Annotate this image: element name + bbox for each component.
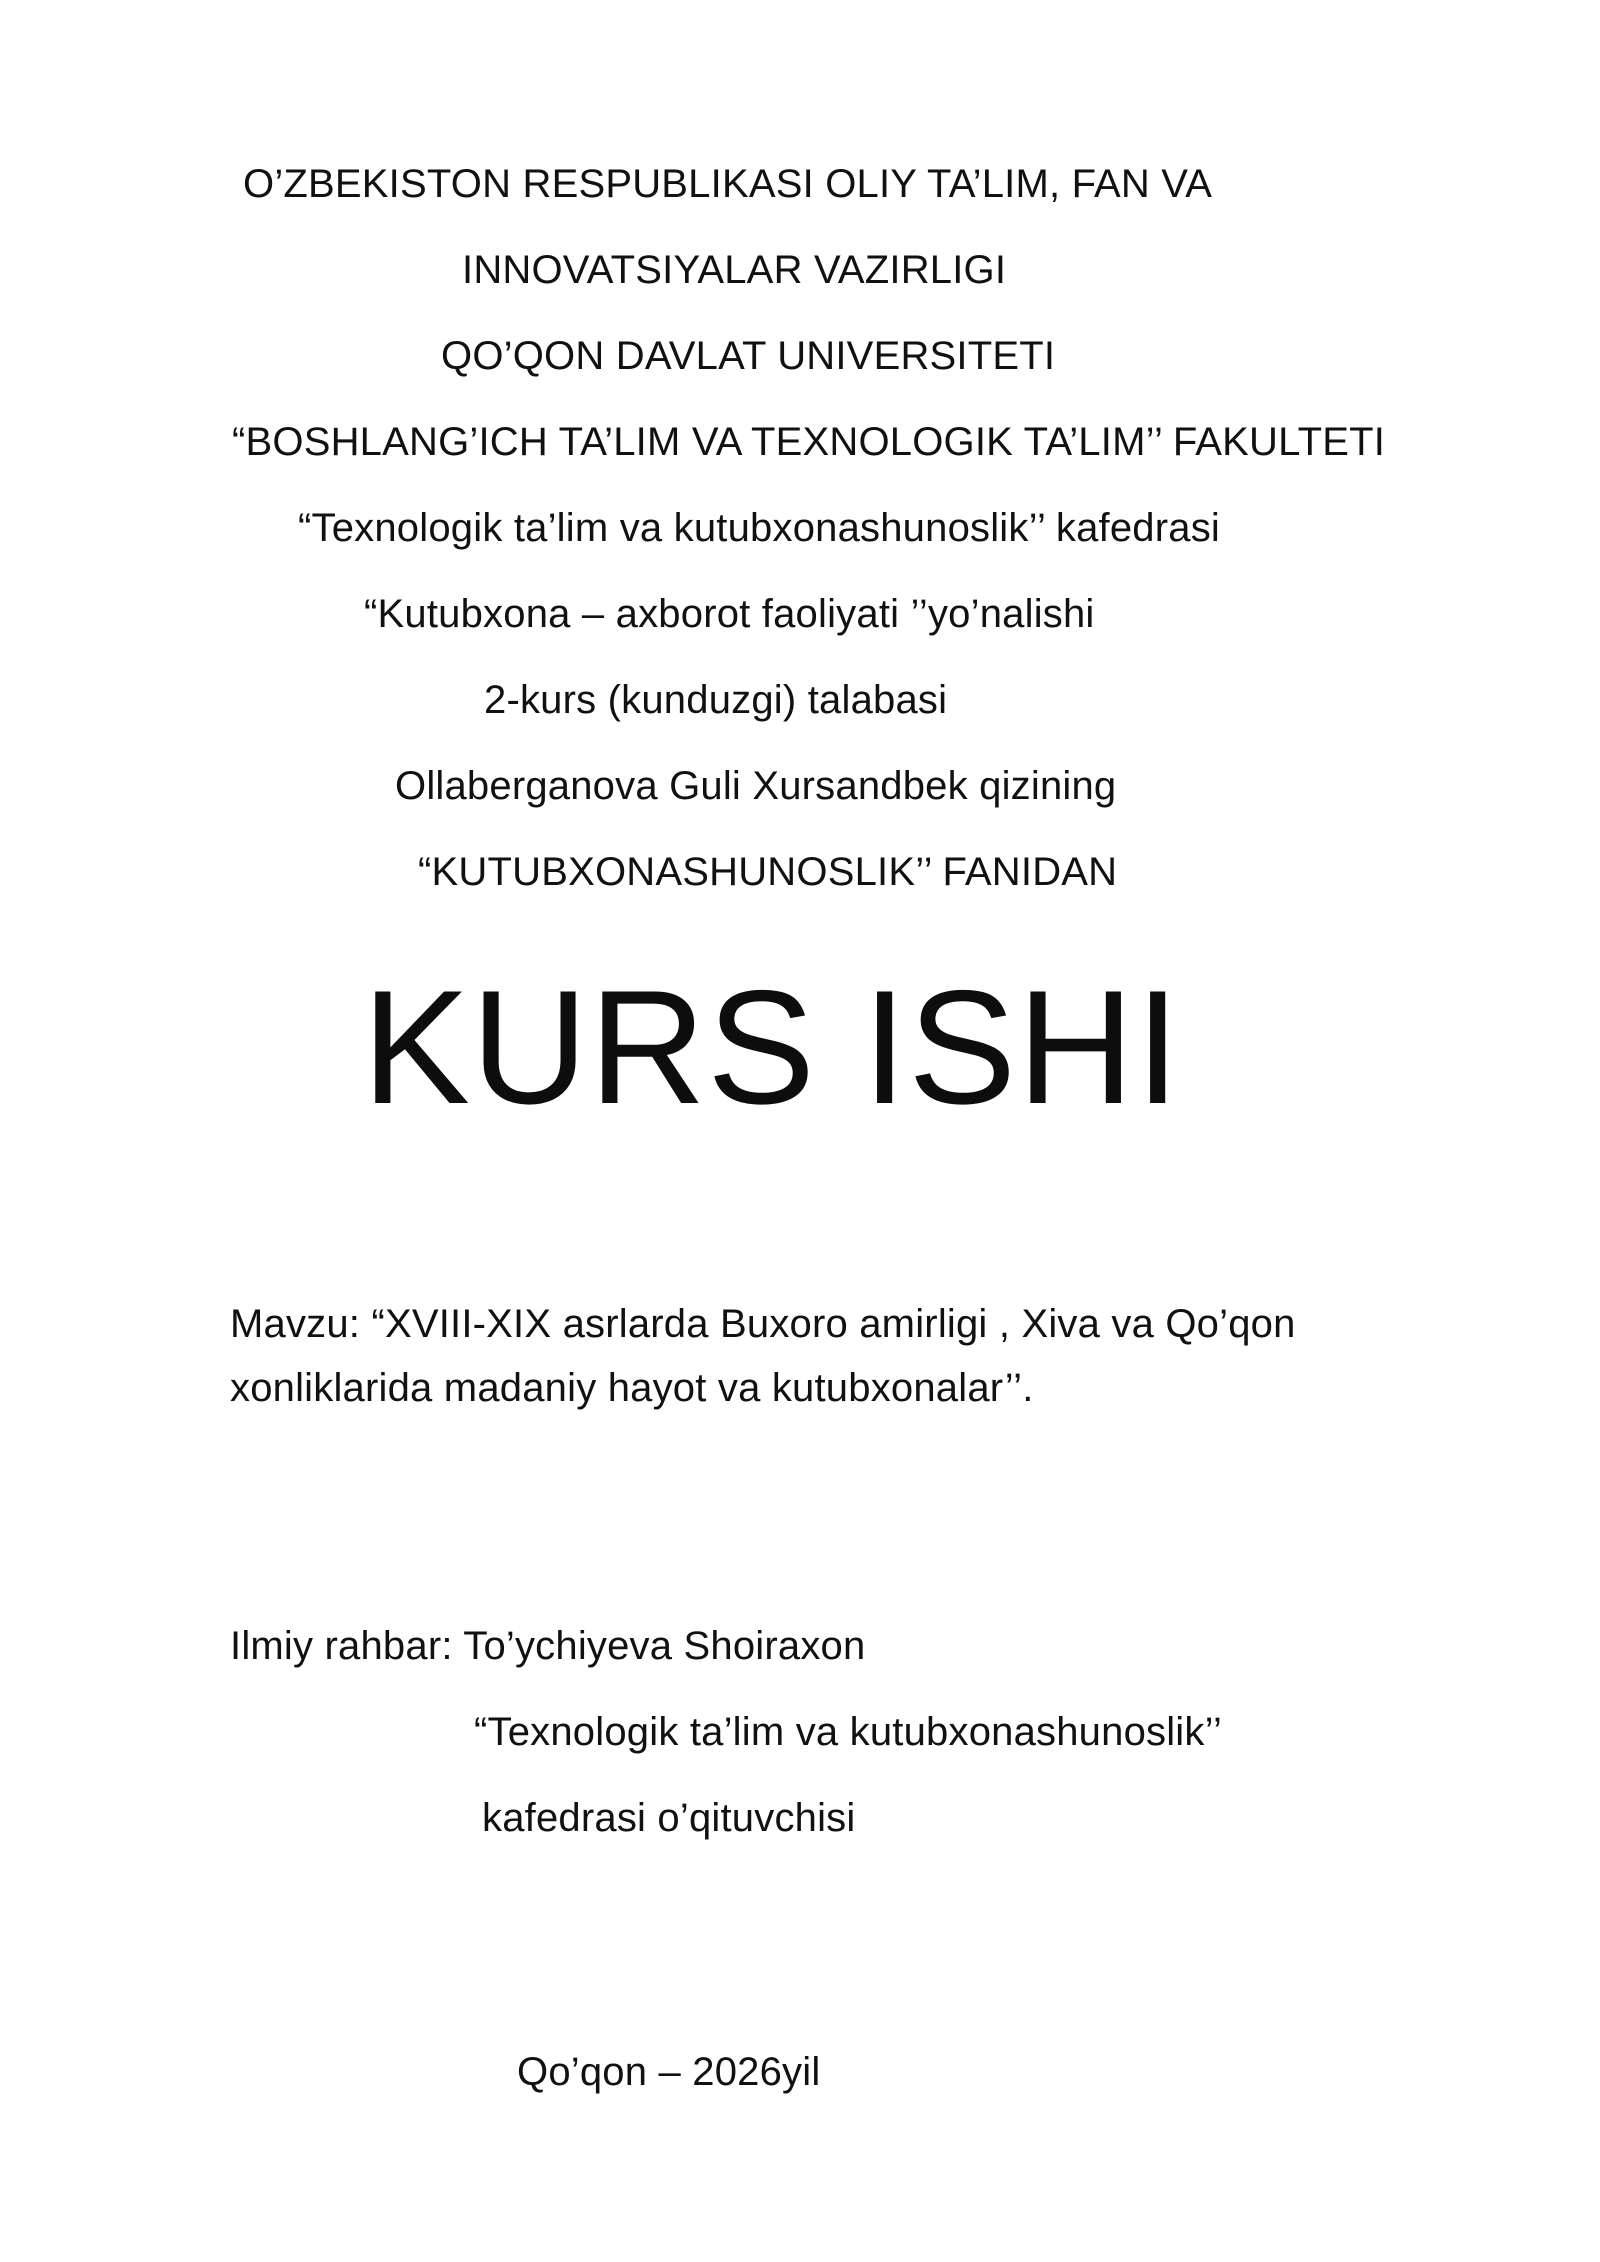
faculty-name: “BOSHLANG’ICH TA’LIM VA TEXNOLOGIK TA’LIM’’ FAKULTETI [232,420,1386,464]
topic-line-2: xonliklarida madaniy hayot va kutubxonalar’’. [230,1366,1034,1410]
student-name: Ollaberganova Guli Xursandbek qizining [395,764,1117,808]
ministry-line-2: INNOVATSIYALAR VAZIRLIGI [462,248,1007,292]
supervisor-line-1: Ilmiy rahbar: To’ychiyeva Shoiraxon [230,1624,866,1668]
ministry-line-1: O’ZBEKISTON RESPUBLIKASI OLIY TA’LIM, FAN VA [243,162,1213,206]
course-info: 2-kurs (kunduzgi) talabasi [484,678,948,722]
document-title: KURS ISHI [362,957,1182,1138]
direction-name: “Kutubxona – axborot faoliyati ’’yo’nalishi [364,592,1095,636]
topic-line-1: Mavzu: “XVIII-XIX asrlarda Buxoro amirligi , Xiva va Qo’qon [230,1302,1296,1346]
place-year: Qo’qon – 2026yil [517,2050,821,2094]
department-name: “Texnologik ta’lim va kutubxonashunoslik’’ kafedrasi [298,506,1220,550]
subject-name: “KUTUBXONASHUNOSLIK’’ FANIDAN [418,850,1118,894]
supervisor-line-3: kafedrasi o’qituvchisi [482,1796,856,1840]
university-name: QO’QON DAVLAT UNIVERSITETI [441,334,1056,378]
supervisor-line-2: “Texnologik ta’lim va kutubxonashunoslik’’ [474,1710,1223,1754]
